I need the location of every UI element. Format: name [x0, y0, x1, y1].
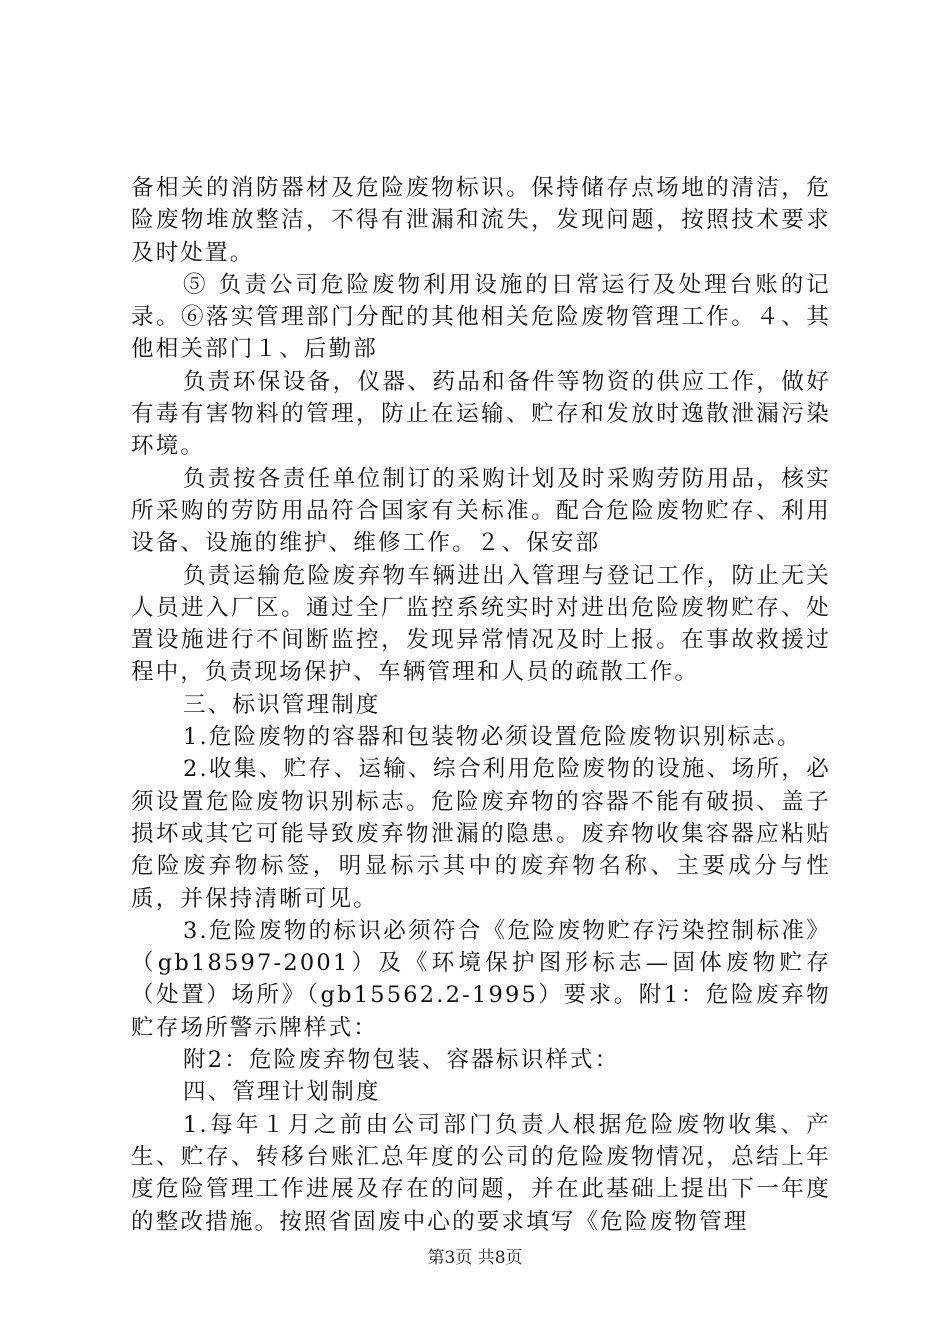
- page-footer: [0, 1243, 950, 1268]
- paragraph-procurement: 负责按各责任单位制订的采购计划及时采购劳防用品，核实所采购的劳防用品符合国家有关标准。配合危险废物贮存、利用设备、设施的维护、维修工作。２、保安部: [131, 465, 831, 557]
- paragraph-planning-item-1: 1.每年１月之前由公司部门负责人根据危险废物收集、产生、贮存、转移台账汇总年度的公司的危险废物情况，总结上年度危险管理工作进展及存在的问题，并在此基础上提出下一年度的整改措施。按照省固废中心的要求填写《危险废物管理: [131, 1111, 831, 1235]
- paragraph-labeling-item-3: 3.危险废物的标识必须符合《危险废物贮存污染控制标准》（gb18597-2001）及《环境保护图形标志—固体废物贮存（处置）场所》（gb15562.2-1995）要求。附1：危险废弃物贮存场所警示牌样式：: [131, 917, 831, 1041]
- paragraph-security-department: 负责运输危险废弃物车辆进出入管理与登记工作，防止无关人员进入厂区。通过全厂监控系统实时对进出危险废物贮存、处置设施进行不间断监控，发现异常情况及时上报。在事故救援过程中，负责现场保护、车辆管理和人员的疏散工作。: [131, 562, 831, 686]
- document-body: [131, 172, 831, 1238]
- paragraph-labeling-item-2: 2.收集、贮存、运输、综合利用危险废物的设施、场所，必须设置危险废物识别标志。危险废弃物的容器不能有破损、盖子损坏或其它可能导致废弃物泄漏的隐患。废弃物收集容器应粘贴危险废弃物标签，明显标示其中的废弃物名称、主要成分与性质，并保持清晰可见。: [131, 756, 831, 912]
- paragraph-appendix-2: 附2：危险废弃物包装、容器标识样式：: [183, 1047, 620, 1074]
- paragraph-storage-requirements: 备相关的消防器材及危险废物标识。保持储存点场地的清洁，危险废物堆放整洁，不得有泄漏和流失，发现问题，按照技术要求及时处置。: [131, 175, 831, 266]
- paragraph-labeling-item-1: 1.危险废物的容器和包装物必须设置危险废物识别标志。: [183, 724, 802, 751]
- section-heading-planning: 四、管理计划制度: [183, 1079, 381, 1106]
- paragraph-facility-records: ⑤ 负责公司危险废物利用设施的日常运行及处理台账的记录。⑥落实管理部门分配的其他相关危险废物管理工作。４、其他相关部门１、后勤部: [131, 271, 831, 363]
- paragraph-logistics-supply: 负责环保设备，仪器、药品和备件等物资的供应工作，做好有毒有害物料的管理，防止在运输、贮存和发放时逸散泄漏污染环境。: [131, 368, 831, 460]
- page-number-label: 第3页 共8页: [427, 1248, 523, 1268]
- section-heading-labeling: 三、标识管理制度: [183, 691, 381, 718]
